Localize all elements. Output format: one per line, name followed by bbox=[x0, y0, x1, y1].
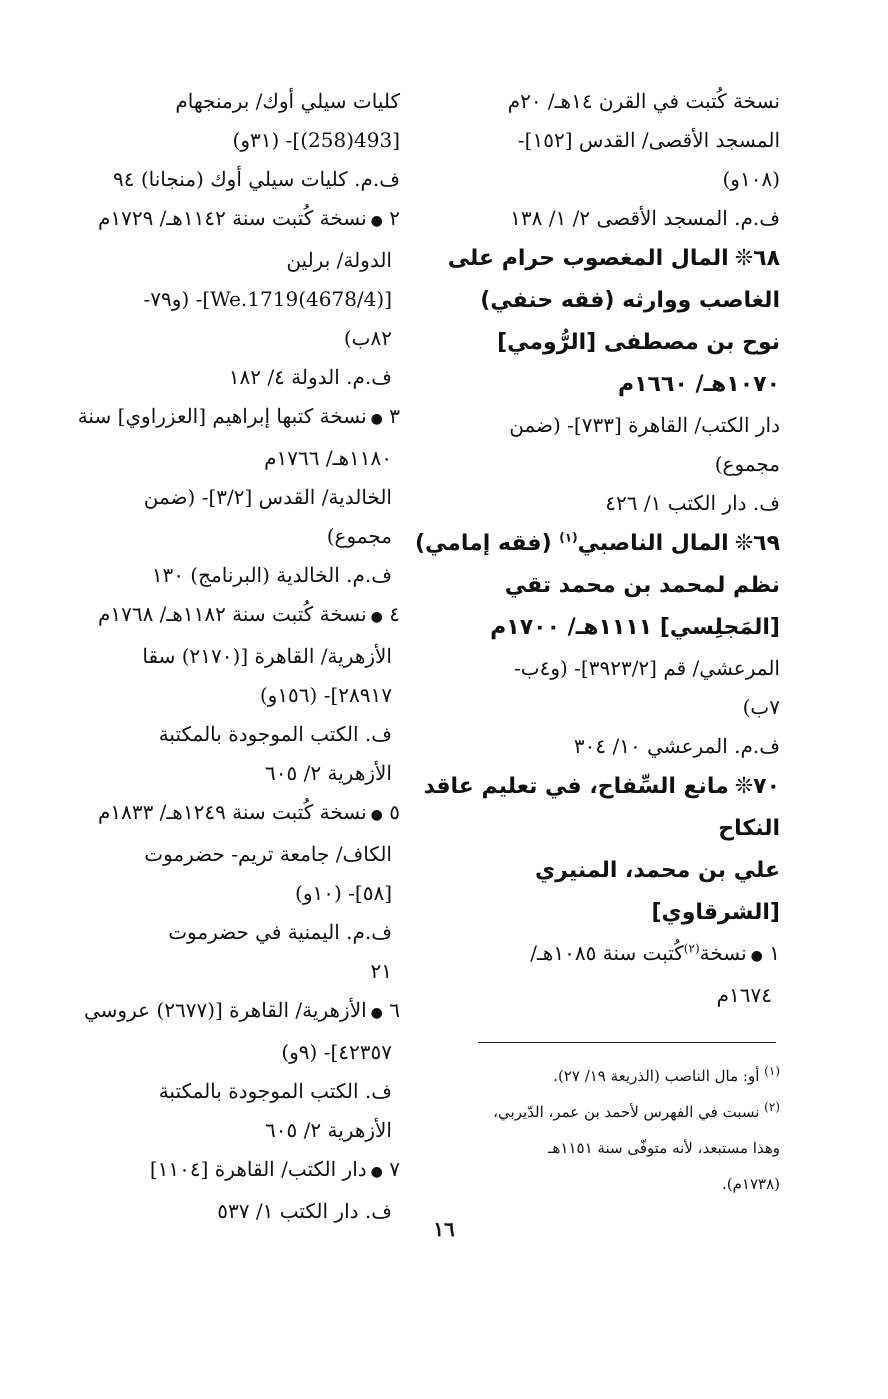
copy-line: نسخة كُتبت سنة ١١٨٢هـ/ ١٧٦٨م bbox=[97, 602, 367, 626]
footnotes bbox=[440, 1058, 780, 1202]
copy-line: ٨٢ب) bbox=[343, 326, 392, 350]
copy-line: ف.م. الخالدية (البرنامج) ١٣٠ bbox=[151, 563, 392, 587]
entry-68-title bbox=[440, 238, 780, 280]
copy-line: ف.م. اليمنية في حضرموت bbox=[168, 920, 392, 944]
entry-69-author-line: نظم لمحمد بن محمد تقي bbox=[504, 573, 780, 598]
footnote-ref-2: (٢) bbox=[683, 941, 700, 956]
bullet-icon: ● bbox=[370, 411, 383, 427]
bullet-icon: ● bbox=[370, 1005, 383, 1021]
copy-line: نسخة كُتبت سنة ١٢٤٩هـ/ ١٨٣٣م bbox=[97, 800, 367, 824]
bullet-icon: ● bbox=[750, 948, 763, 964]
entry-69-line: المرعشي/ قم [٣٩٢٣/٢]- (و٤ب- bbox=[513, 656, 780, 680]
entry-69-subject: (فقه إمامي) bbox=[414, 531, 552, 556]
copy-6 bbox=[60, 991, 400, 1033]
entry-68-title-line: الغاصب ووارثه (فقه حنفي) bbox=[480, 288, 780, 313]
footnote-text: وهذا مستبعد، لأنه متوفّى سنة ١١٥١هـ bbox=[548, 1139, 780, 1157]
entry-69-line: ف.م. المرعشي ١٠/ ٣٠٤ bbox=[573, 734, 780, 758]
entry-67-line: ف.م. المسجد الأقصى ٢/ ١/ ١٣٨ bbox=[510, 206, 780, 230]
entry-68-author-line: نوح بن مصطفى [الرُّومي] bbox=[497, 330, 780, 355]
entry-68-line: مجموع) bbox=[714, 452, 780, 476]
copy-line: ٢٨٩١٧]- (١٥٦و) bbox=[259, 683, 392, 707]
bullet-icon: ● bbox=[370, 213, 383, 229]
bullet-icon: ● bbox=[370, 807, 383, 823]
entry-70-number: ٧٠❊ bbox=[734, 774, 780, 799]
footnote-divider bbox=[478, 1042, 776, 1043]
bullet-icon: ● bbox=[370, 609, 383, 625]
copy-7 bbox=[60, 1150, 400, 1192]
entry-68-line: ف. دار الكتب ١/ ٤٢٦ bbox=[605, 491, 780, 515]
footnote-ref-1: (١) bbox=[559, 530, 578, 545]
page-number: ١٦ bbox=[433, 1217, 455, 1241]
copy-line: نسخة كُتبت سنة ١١٤٢هـ/ ١٧٢٩م bbox=[97, 206, 367, 230]
footnote-2 bbox=[440, 1094, 780, 1130]
entry-68-number: ٦٨❊ bbox=[734, 246, 780, 271]
copy-line: [493(258)]- (٣١و) bbox=[232, 128, 400, 152]
copy-line: الأزهرية/ القاهرة [(٢٦٧٧) عروسي bbox=[84, 998, 367, 1022]
entry-70-copy-1 bbox=[440, 934, 780, 976]
bullet-icon: ● bbox=[370, 1164, 383, 1180]
entry-69-title bbox=[414, 523, 780, 565]
copy-text: كُتبت سنة ١٠٨٥هـ/ bbox=[530, 941, 684, 965]
copy-line: مجموع) bbox=[326, 524, 392, 548]
entry-67-line: المسجد الأقصى/ القدس [١٥٢]- bbox=[517, 128, 780, 152]
copy-line: ف.م. الدولة ٤/ ١٨٢ bbox=[228, 365, 392, 389]
copy-index: ١ bbox=[769, 941, 780, 965]
footnote-text: (١٧٣٨م). bbox=[721, 1175, 780, 1193]
copy-line: الأزهرية ٢/ ٦٠٥ bbox=[265, 761, 392, 785]
copy-line: [(4678/4)We.1719]- (و٧٩- bbox=[143, 287, 392, 311]
copy-line: ف. الكتب الموجودة بالمكتبة bbox=[158, 722, 392, 746]
footnote-text: أو: مال الناصب (الذريعة ١٩/ ٢٧). bbox=[553, 1067, 760, 1085]
entry-70-title-line: مانع السِّفاح، في تعليم عاقد bbox=[423, 774, 729, 799]
copy-3 bbox=[60, 397, 400, 439]
entry-70-copy-1-line: ١٦٧٤م bbox=[716, 983, 772, 1007]
entry-70-author-line: [الشرقاوي] bbox=[651, 900, 780, 925]
copy-line: كليات سيلي أوك/ برمنجهام bbox=[175, 89, 400, 113]
copy-index: ٤ bbox=[389, 602, 400, 626]
entry-69-title-text: المال الناصبي bbox=[577, 531, 729, 556]
footnote-mark: (١) bbox=[764, 1064, 780, 1078]
copy-line: الدولة/ برلين bbox=[286, 248, 392, 272]
copy-line: ف.م. كليات سيلي أوك (منجانا) ٩٤ bbox=[112, 167, 400, 191]
entry-68-line: دار الكتب/ القاهرة [٧٣٣]- (ضمن bbox=[509, 413, 780, 437]
entry-67-line: نسخة كُتبت في القرن ١٤هـ/ ٢٠م bbox=[507, 89, 780, 113]
copy-line: دار الكتب/ القاهرة [١١٠٤] bbox=[149, 1157, 367, 1181]
copy-2 bbox=[60, 199, 400, 241]
copy-5 bbox=[60, 793, 400, 835]
entry-69-author-line: [المَجلِسي] ١١١١هـ/ ١٧٠٠م bbox=[490, 615, 780, 640]
copy-index: ٦ bbox=[389, 998, 400, 1022]
entry-68-title-line: المال المغصوب حرام على bbox=[447, 246, 729, 271]
copy-text: نسخة bbox=[699, 941, 747, 965]
right-column bbox=[414, 82, 780, 1015]
left-column bbox=[60, 82, 400, 1231]
copy-line: ١١٨٠هـ/ ١٧٦٦م bbox=[264, 446, 392, 470]
entry-67-line: (١٠٨و) bbox=[722, 167, 780, 191]
entry-69-line: ٧ب) bbox=[742, 695, 780, 719]
copy-index: ٣ bbox=[389, 404, 400, 428]
entry-70-title bbox=[423, 766, 780, 808]
copy-line: الأزهرية/ القاهرة [(٢١٧٠) سقا bbox=[142, 644, 392, 668]
copy-index: ٥ bbox=[389, 800, 400, 824]
copy-line: الكاف/ جامعة تريم- حضرموت bbox=[144, 842, 392, 866]
copy-line: [٥٨]- (١٠و) bbox=[295, 881, 392, 905]
entry-70-author-line: علي بن محمد، المنيري bbox=[535, 858, 780, 883]
entry-68-author-line: ١٠٧٠هـ/ ١٦٦٠م bbox=[617, 372, 780, 397]
footnote-1 bbox=[440, 1058, 780, 1094]
copy-line: الخالدية/ القدس [٣/٢]- (ضمن bbox=[143, 485, 392, 509]
copy-line: ٤٢٣٥٧]- (٩و) bbox=[281, 1040, 392, 1064]
entry-70-title-line: النكاح bbox=[718, 816, 780, 841]
copy-line: نسخة كتبها إبراهيم [العزراوي] سنة bbox=[77, 404, 367, 428]
footnote-mark: (٢) bbox=[764, 1100, 780, 1114]
footnote-text: نسبت في الفهرس لأحمد بن عمر، الدّيربي، bbox=[493, 1103, 760, 1121]
copy-line: ف. دار الكتب ١/ ٥٣٧ bbox=[217, 1199, 392, 1223]
copy-line: الأزهرية ٢/ ٦٠٥ bbox=[265, 1118, 392, 1142]
copy-line: ف. الكتب الموجودة بالمكتبة bbox=[158, 1079, 392, 1103]
copy-index: ٢ bbox=[389, 206, 400, 230]
copy-4 bbox=[60, 595, 400, 637]
copy-index: ٧ bbox=[389, 1157, 400, 1181]
copy-line: ٢١ bbox=[370, 959, 392, 983]
entry-69-number: ٦٩❊ bbox=[734, 531, 780, 556]
